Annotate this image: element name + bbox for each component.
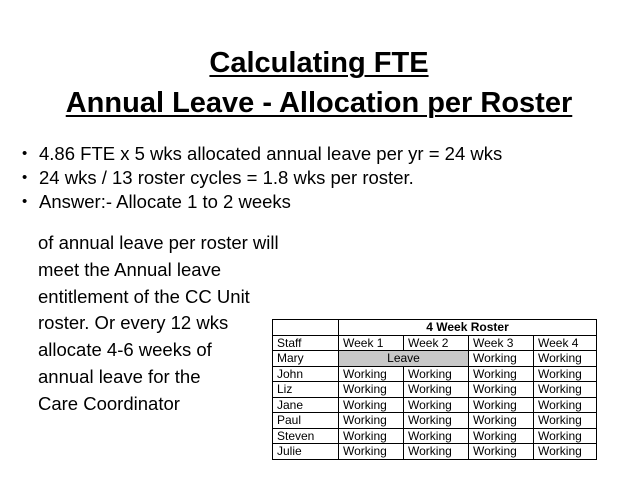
- leave-cell: Leave: [339, 351, 469, 367]
- continuation-line: allocate 4-6 weeks of: [38, 339, 212, 361]
- table-row: [273, 351, 597, 367]
- bullet-text: 24 wks / 13 roster cycles = 1.8 wks per roster.: [39, 167, 414, 188]
- column-header-staff: Staff: [273, 335, 339, 351]
- bullet-list: [22, 142, 502, 214]
- bullet-icon: •: [22, 193, 28, 210]
- bullet-item: [22, 166, 502, 190]
- week-4-cell: Working: [534, 444, 597, 460]
- week-2-cell: Working: [404, 428, 469, 444]
- continuation-line: Care Coordinator: [38, 392, 180, 414]
- staff-cell: Liz: [273, 382, 339, 398]
- week-2-cell: Working: [404, 444, 469, 460]
- week-1-cell: Working: [339, 366, 404, 382]
- bullet-item: [22, 190, 502, 214]
- roster-group-header-row: [273, 320, 597, 336]
- continuation-line: entitlement of the CC Unit: [38, 285, 250, 307]
- week-3-cell: Working: [469, 397, 534, 413]
- slide-subtitle: Annual Leave - Allocation per Roster: [65, 87, 573, 119]
- column-header-week-4: Week 4: [534, 335, 597, 351]
- week-1-cell: Working: [339, 397, 404, 413]
- week-3-cell: Working: [469, 351, 534, 367]
- week-1-cell: Working: [339, 413, 404, 429]
- week-1-cell: Working: [339, 428, 404, 444]
- week-4-cell: Working: [534, 397, 597, 413]
- week-4-cell: Working: [534, 413, 597, 429]
- bullet-item: [22, 142, 502, 166]
- roster-corner-cell: [273, 320, 339, 336]
- week-2-cell: Working: [404, 382, 469, 398]
- week-3-cell: Working: [469, 366, 534, 382]
- table-row: [273, 397, 597, 413]
- week-1-cell: Working: [339, 444, 404, 460]
- table-row: [273, 366, 597, 382]
- table-row: [273, 413, 597, 429]
- week-4-cell: Working: [534, 428, 597, 444]
- bullet-text: 4.86 FTE x 5 wks allocated annual leave per yr = 24 wks: [39, 143, 503, 164]
- staff-cell: Paul: [273, 413, 339, 429]
- week-2-cell: Working: [404, 366, 469, 382]
- table-row: [273, 428, 597, 444]
- week-2-cell: Working: [404, 397, 469, 413]
- week-1-cell: Working: [339, 382, 404, 398]
- column-header-week-1: Week 1: [339, 335, 404, 351]
- week-4-cell: Working: [534, 382, 597, 398]
- week-3-cell: Working: [469, 428, 534, 444]
- staff-cell: Julie: [273, 444, 339, 460]
- staff-cell: John: [273, 366, 339, 382]
- staff-cell: Jane: [273, 397, 339, 413]
- week-2-cell: Working: [404, 413, 469, 429]
- staff-cell: Steven: [273, 428, 339, 444]
- week-3-cell: Working: [469, 444, 534, 460]
- continuation-line: annual leave for the: [38, 365, 201, 387]
- slide-title: Calculating FTE: [209, 47, 429, 79]
- continuation-line: roster. Or every 12 wks: [38, 312, 229, 334]
- roster-column-header-row: [273, 335, 597, 351]
- staff-cell: Mary: [273, 351, 339, 367]
- week-4-cell: Working: [534, 351, 597, 367]
- roster-group-header: 4 Week Roster: [339, 320, 597, 336]
- bullet-icon: •: [22, 145, 28, 162]
- roster-table: [272, 319, 597, 460]
- continuation-line: meet the Annual leave: [38, 258, 222, 280]
- week-4-cell: Working: [534, 366, 597, 382]
- week-3-cell: Working: [469, 413, 534, 429]
- column-header-week-3: Week 3: [469, 335, 534, 351]
- column-header-week-2: Week 2: [404, 335, 469, 351]
- table-row: [273, 382, 597, 398]
- bullet-text: Answer:- Allocate 1 to 2 weeks: [39, 191, 291, 212]
- bullet-icon: •: [22, 169, 28, 186]
- table-row: [273, 444, 597, 460]
- continuation-line: of annual leave per roster will: [38, 232, 279, 253]
- week-3-cell: Working: [469, 382, 534, 398]
- bullet-continuation: [38, 230, 279, 418]
